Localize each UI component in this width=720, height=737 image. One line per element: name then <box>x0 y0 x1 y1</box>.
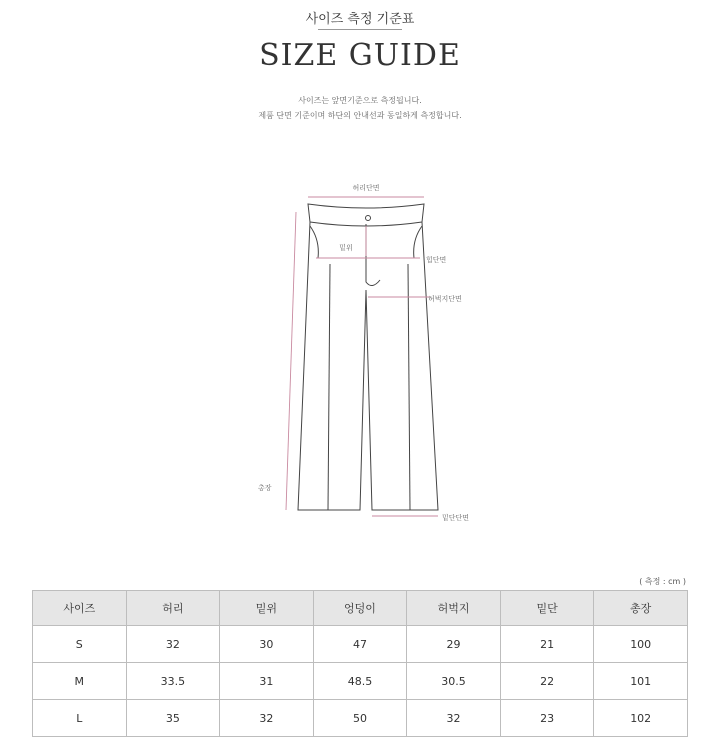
table-cell: 32 <box>126 626 220 663</box>
label-thigh: 허벅지단면 <box>428 295 462 303</box>
header-thigh: 허벅지 <box>407 591 501 626</box>
pants-outline <box>298 204 438 510</box>
table-cell: L <box>33 700 127 737</box>
header-hem: 밑단 <box>500 591 594 626</box>
table-row <box>33 626 688 663</box>
header-hip: 엉덩이 <box>313 591 407 626</box>
page-title: SIZE GUIDE <box>259 38 461 73</box>
table-cell: 102 <box>594 700 688 737</box>
description-line-2: 제품 단면 기준이며 하단의 안내선과 동일하게 측정합니다. <box>258 111 462 120</box>
label-length: 총장 <box>258 484 272 492</box>
description-line-1: 사이즈는 앞면기준으로 측정됩니다. <box>298 96 422 105</box>
size-table <box>32 590 688 737</box>
unit-note: ( 측정 : cm ) <box>639 577 686 586</box>
table-cell: 33.5 <box>126 663 220 700</box>
label-waist: 허리단면 <box>352 184 380 192</box>
table-cell: 31 <box>220 663 314 700</box>
table-header-row <box>33 591 688 626</box>
table-cell: 100 <box>594 626 688 663</box>
table-cell: 32 <box>220 700 314 737</box>
table-cell: 48.5 <box>313 663 407 700</box>
label-rise: 밑위 <box>339 244 353 252</box>
header-rise: 밑위 <box>220 591 314 626</box>
table-cell: 35 <box>126 700 220 737</box>
table-cell: 101 <box>594 663 688 700</box>
table-row <box>33 663 688 700</box>
table-cell: S <box>33 626 127 663</box>
table-cell: M <box>33 663 127 700</box>
subtitle-text: 사이즈 측정 기준표 <box>305 12 415 27</box>
table-cell: 47 <box>313 626 407 663</box>
header-length: 총장 <box>594 591 688 626</box>
table-cell: 21 <box>500 626 594 663</box>
header-size: 사이즈 <box>33 591 127 626</box>
table-cell: 29 <box>407 626 501 663</box>
table-cell: 30 <box>220 626 314 663</box>
table-cell: 32 <box>407 700 501 737</box>
table-cell: 22 <box>500 663 594 700</box>
label-hip: 힙단면 <box>426 256 447 264</box>
table-cell: 30.5 <box>407 663 501 700</box>
label-hem: 밑단단면 <box>442 514 470 522</box>
table-cell: 50 <box>313 700 407 737</box>
table-cell: 23 <box>500 700 594 737</box>
table-row <box>33 700 688 737</box>
header-waist: 허리 <box>126 591 220 626</box>
